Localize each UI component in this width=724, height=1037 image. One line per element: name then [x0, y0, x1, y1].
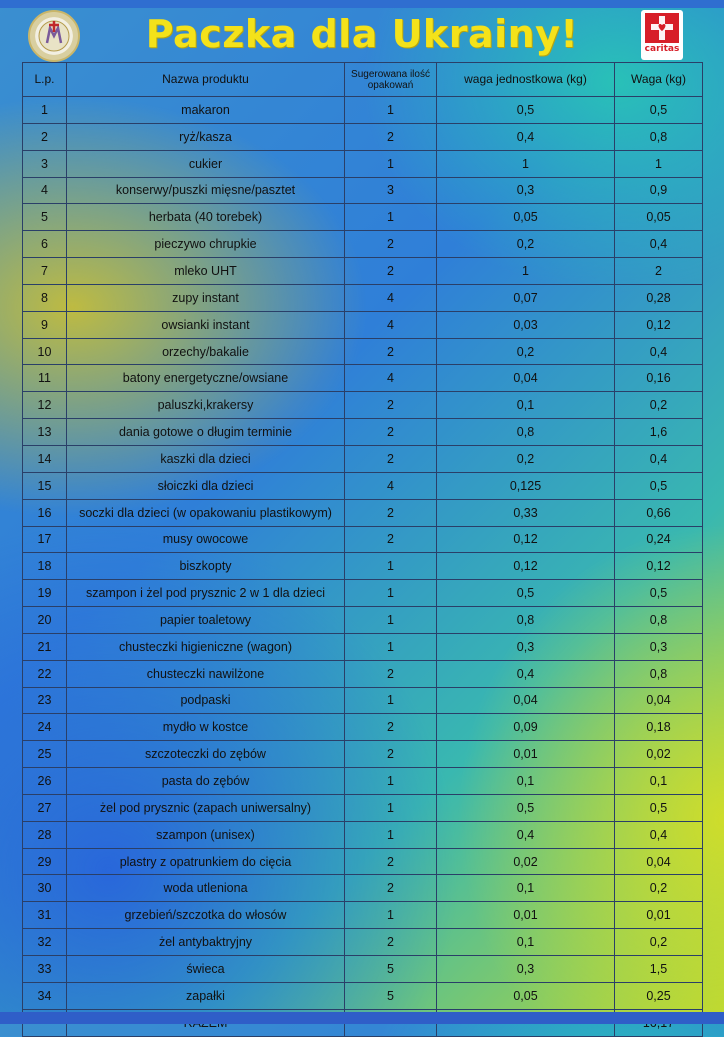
cell-qty: 2	[345, 231, 437, 258]
cell-weight: 0,25	[615, 982, 703, 1009]
cell-product-name: batony energetyczne/owsiane	[67, 365, 345, 392]
cell-weight: 0,5	[615, 580, 703, 607]
table-row	[23, 123, 703, 150]
cell-qty: 2	[345, 123, 437, 150]
cell-qty: 2	[345, 929, 437, 956]
table-row	[23, 902, 703, 929]
cell-lp: 18	[23, 553, 67, 580]
cell-weight: 1	[615, 150, 703, 177]
cell-qty: 1	[345, 902, 437, 929]
cell-unit-weight: 0,1	[437, 768, 615, 795]
table-row	[23, 472, 703, 499]
cell-unit-weight: 0,4	[437, 821, 615, 848]
cell-lp: 9	[23, 311, 67, 338]
cell-unit-weight: 0,4	[437, 123, 615, 150]
cell-lp: 27	[23, 794, 67, 821]
column-header-qty: Sugerowana ilość opakowań	[345, 63, 437, 97]
cell-lp: 3	[23, 150, 67, 177]
cell-qty: 2	[345, 741, 437, 768]
cell-unit-weight: 0,04	[437, 687, 615, 714]
cell-product-name: kaszki dla dzieci	[67, 445, 345, 472]
cell-weight: 0,01	[615, 902, 703, 929]
cell-weight: 0,4	[615, 338, 703, 365]
cell-lp: 28	[23, 821, 67, 848]
cell-lp: 4	[23, 177, 67, 204]
cell-unit-weight: 0,2	[437, 231, 615, 258]
cell-product-name: mydło w kostce	[67, 714, 345, 741]
cell-product-name: szampon (unisex)	[67, 821, 345, 848]
cell-qty: 1	[345, 97, 437, 124]
cell-lp: 20	[23, 607, 67, 634]
column-header-lp: L.p.	[23, 63, 67, 97]
cell-lp: 32	[23, 929, 67, 956]
cell-qty: 5	[345, 982, 437, 1009]
cell-unit-weight: 0,12	[437, 526, 615, 553]
column-header-weight: Waga (kg)	[615, 63, 703, 97]
caritas-logo	[641, 10, 683, 60]
cell-qty: 1	[345, 553, 437, 580]
cell-weight: 0,1	[615, 768, 703, 795]
cell-unit-weight: 0,3	[437, 633, 615, 660]
cell-weight: 0,12	[615, 311, 703, 338]
cell-qty: 2	[345, 660, 437, 687]
cell-weight: 2	[615, 258, 703, 285]
cell-qty: 2	[345, 419, 437, 446]
cell-product-name: zupy instant	[67, 284, 345, 311]
cell-unit-weight: 0,09	[437, 714, 615, 741]
cell-unit-weight: 0,2	[437, 445, 615, 472]
table-row	[23, 607, 703, 634]
cell-product-name: cukier	[67, 150, 345, 177]
cell-unit-weight: 1	[437, 150, 615, 177]
cell-weight: 0,4	[615, 231, 703, 258]
table-row	[23, 633, 703, 660]
cell-lp: 31	[23, 902, 67, 929]
table-header-row	[23, 63, 703, 97]
cell-unit-weight: 0,05	[437, 204, 615, 231]
cell-product-name: konserwy/puszki mięsne/pasztet	[67, 177, 345, 204]
column-header-name: Nazwa produktu	[67, 63, 345, 97]
table-row	[23, 499, 703, 526]
cell-qty: 2	[345, 875, 437, 902]
cell-product-name: pieczywo chrupkie	[67, 231, 345, 258]
cell-product-name: woda utleniona	[67, 875, 345, 902]
cell-product-name: plastry z opatrunkiem do cięcia	[67, 848, 345, 875]
cell-weight: 0,2	[615, 929, 703, 956]
cell-weight: 0,4	[615, 821, 703, 848]
cell-product-name: herbata (40 torebek)	[67, 204, 345, 231]
cell-weight: 0,5	[615, 794, 703, 821]
cell-product-name: żel pod prysznic (zapach uniwersalny)	[67, 794, 345, 821]
cell-weight: 0,28	[615, 284, 703, 311]
column-header-unit-weight: waga jednostkowa (kg)	[437, 63, 615, 97]
cell-lp: 7	[23, 258, 67, 285]
cell-weight: 0,04	[615, 687, 703, 714]
table-row	[23, 392, 703, 419]
table-row	[23, 553, 703, 580]
table-row	[23, 714, 703, 741]
table-row	[23, 338, 703, 365]
cell-product-name: chusteczki higieniczne (wagon)	[67, 633, 345, 660]
cell-product-name: dania gotowe o długim terminie	[67, 419, 345, 446]
cell-weight: 0,8	[615, 607, 703, 634]
cell-qty: 4	[345, 284, 437, 311]
cell-lp: 34	[23, 982, 67, 1009]
cell-unit-weight: 0,8	[437, 607, 615, 634]
cell-product-name: pasta do zębów	[67, 768, 345, 795]
cell-product-name: podpaski	[67, 687, 345, 714]
cell-product-name: grzebień/szczotka do włosów	[67, 902, 345, 929]
table-row	[23, 419, 703, 446]
cell-product-name: zapałki	[67, 982, 345, 1009]
cell-product-name: ryż/kasza	[67, 123, 345, 150]
cell-qty: 5	[345, 956, 437, 983]
cell-weight: 0,24	[615, 526, 703, 553]
table-row	[23, 768, 703, 795]
cell-qty: 1	[345, 687, 437, 714]
cell-qty: 1	[345, 150, 437, 177]
cell-qty: 4	[345, 365, 437, 392]
cell-lp: 5	[23, 204, 67, 231]
table-row	[23, 445, 703, 472]
caritas-cross-icon	[645, 13, 679, 43]
cell-weight: 0,18	[615, 714, 703, 741]
cell-lp: 15	[23, 472, 67, 499]
cell-unit-weight: 0,3	[437, 956, 615, 983]
cell-unit-weight: 0,5	[437, 580, 615, 607]
cell-lp: 10	[23, 338, 67, 365]
cell-product-name: papier toaletowy	[67, 607, 345, 634]
cell-qty: 2	[345, 848, 437, 875]
cell-unit-weight: 0,8	[437, 419, 615, 446]
cell-lp: 19	[23, 580, 67, 607]
cell-qty: 1	[345, 821, 437, 848]
cell-qty: 1	[345, 204, 437, 231]
cell-lp: 13	[23, 419, 67, 446]
cell-qty: 1	[345, 580, 437, 607]
cell-lp: 2	[23, 123, 67, 150]
cell-lp: 24	[23, 714, 67, 741]
table-row	[23, 150, 703, 177]
cell-qty: 2	[345, 445, 437, 472]
cell-unit-weight: 0,05	[437, 982, 615, 1009]
top-stripe	[0, 0, 724, 8]
cell-lp: 22	[23, 660, 67, 687]
cell-unit-weight: 1	[437, 258, 615, 285]
cell-unit-weight: 0,1	[437, 875, 615, 902]
cell-unit-weight: 0,03	[437, 311, 615, 338]
cell-qty: 2	[345, 526, 437, 553]
cell-lp: 30	[23, 875, 67, 902]
cell-lp: 25	[23, 741, 67, 768]
table-row	[23, 794, 703, 821]
cell-lp: 23	[23, 687, 67, 714]
table-row	[23, 929, 703, 956]
cell-product-name: mleko UHT	[67, 258, 345, 285]
table-row	[23, 848, 703, 875]
cell-unit-weight: 0,01	[437, 902, 615, 929]
cell-product-name: słoiczki dla dzieci	[67, 472, 345, 499]
cell-product-name: żel antybaktryjny	[67, 929, 345, 956]
cell-qty: 2	[345, 392, 437, 419]
cell-qty: 2	[345, 258, 437, 285]
cell-product-name: szampon i żel pod prysznic 2 w 1 dla dzieci	[67, 580, 345, 607]
cell-unit-weight: 0,33	[437, 499, 615, 526]
cell-weight: 0,2	[615, 392, 703, 419]
cell-weight: 0,04	[615, 848, 703, 875]
cell-qty: 1	[345, 607, 437, 634]
cell-unit-weight: 0,01	[437, 741, 615, 768]
cell-lp: 17	[23, 526, 67, 553]
cell-weight: 0,9	[615, 177, 703, 204]
cell-lp: 16	[23, 499, 67, 526]
table-row	[23, 97, 703, 124]
cell-qty: 4	[345, 472, 437, 499]
cell-product-name: paluszki,krakersy	[67, 392, 345, 419]
table-row	[23, 741, 703, 768]
cell-weight: 0,2	[615, 875, 703, 902]
cell-qty: 2	[345, 338, 437, 365]
table-row	[23, 204, 703, 231]
cell-weight: 0,66	[615, 499, 703, 526]
cell-qty: 1	[345, 794, 437, 821]
cell-unit-weight: 0,5	[437, 97, 615, 124]
cell-lp: 12	[23, 392, 67, 419]
cell-qty: 3	[345, 177, 437, 204]
table-row	[23, 311, 703, 338]
product-table	[22, 62, 703, 1037]
cell-unit-weight: 0,1	[437, 392, 615, 419]
cell-lp: 8	[23, 284, 67, 311]
cell-unit-weight: 0,4	[437, 660, 615, 687]
cell-qty: 1	[345, 768, 437, 795]
cell-product-name: szczoteczki do zębów	[67, 741, 345, 768]
table-row	[23, 231, 703, 258]
cell-product-name: owsianki instant	[67, 311, 345, 338]
cell-lp: 14	[23, 445, 67, 472]
cell-lp: 29	[23, 848, 67, 875]
cell-weight: 0,05	[615, 204, 703, 231]
cell-lp: 6	[23, 231, 67, 258]
cell-weight: 0,5	[615, 97, 703, 124]
cell-weight: 0,4	[615, 445, 703, 472]
table-row	[23, 580, 703, 607]
cell-qty: 2	[345, 714, 437, 741]
table-row	[23, 258, 703, 285]
table-row	[23, 660, 703, 687]
cell-weight: 1,6	[615, 419, 703, 446]
cell-lp: 21	[23, 633, 67, 660]
table-row	[23, 982, 703, 1009]
caritas-logo-text: caritas	[644, 44, 680, 54]
table-row	[23, 284, 703, 311]
table-row	[23, 875, 703, 902]
cell-qty: 4	[345, 311, 437, 338]
table-row	[23, 821, 703, 848]
cell-unit-weight: 0,04	[437, 365, 615, 392]
cell-lp: 26	[23, 768, 67, 795]
page-title: Paczka dla Ukrainy!	[145, 12, 579, 56]
table-row	[23, 956, 703, 983]
table-row	[23, 687, 703, 714]
table-row	[23, 177, 703, 204]
cell-weight: 0,16	[615, 365, 703, 392]
cell-unit-weight: 0,1	[437, 929, 615, 956]
cell-product-name: świeca	[67, 956, 345, 983]
table-row	[23, 365, 703, 392]
cell-product-name: chusteczki nawilżone	[67, 660, 345, 687]
cell-unit-weight: 0,07	[437, 284, 615, 311]
bottom-stripe	[0, 1012, 724, 1024]
table-row	[23, 526, 703, 553]
cell-qty: 1	[345, 633, 437, 660]
table-body	[23, 97, 703, 1010]
cell-product-name: orzechy/bakalie	[67, 338, 345, 365]
cell-weight: 0,12	[615, 553, 703, 580]
cell-qty: 2	[345, 499, 437, 526]
cell-unit-weight: 0,02	[437, 848, 615, 875]
cell-product-name: biszkopty	[67, 553, 345, 580]
cell-lp: 1	[23, 97, 67, 124]
cell-weight: 1,5	[615, 956, 703, 983]
cell-lp: 11	[23, 365, 67, 392]
cell-unit-weight: 0,2	[437, 338, 615, 365]
cell-weight: 0,8	[615, 123, 703, 150]
cell-product-name: soczki dla dzieci (w opakowaniu plastikowym)	[67, 499, 345, 526]
cell-weight: 0,8	[615, 660, 703, 687]
cell-unit-weight: 0,5	[437, 794, 615, 821]
cell-weight: 0,5	[615, 472, 703, 499]
cell-product-name: makaron	[67, 97, 345, 124]
cell-unit-weight: 0,3	[437, 177, 615, 204]
cell-weight: 0,3	[615, 633, 703, 660]
cell-product-name: musy owocowe	[67, 526, 345, 553]
cell-unit-weight: 0,125	[437, 472, 615, 499]
cell-weight: 0,02	[615, 741, 703, 768]
cell-unit-weight: 0,12	[437, 553, 615, 580]
cell-lp: 33	[23, 956, 67, 983]
